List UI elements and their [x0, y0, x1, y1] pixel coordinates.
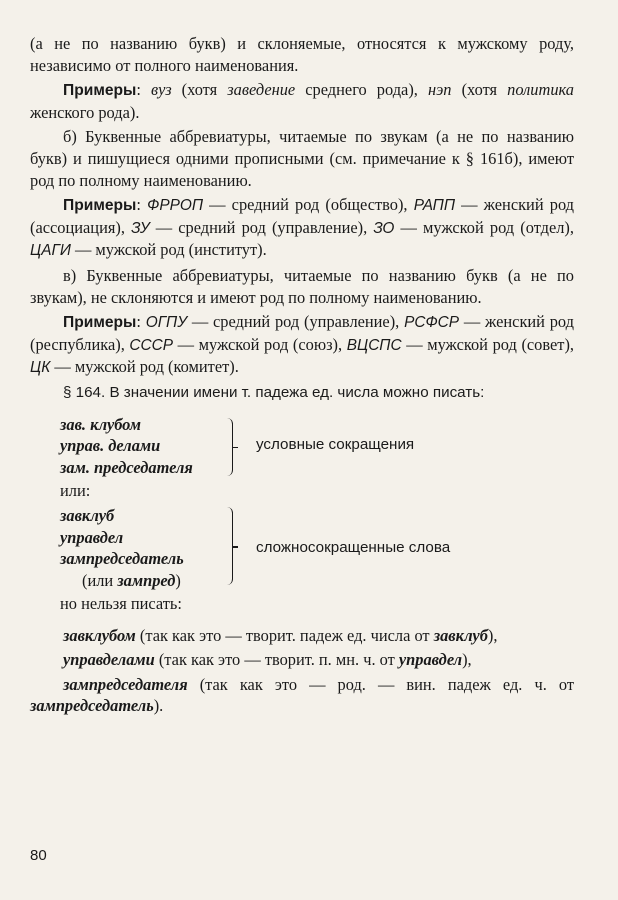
word: управделами — [63, 650, 155, 670]
incorrect-forms — [30, 625, 574, 717]
group-item: завклуб — [60, 506, 115, 526]
page-number: 80 — [30, 847, 47, 864]
abbr: ЦАГИ — [30, 242, 71, 260]
incorrect-form-1 — [30, 625, 574, 647]
example-word: нэп — [427, 80, 452, 100]
text: — мужской род (совет), — [401, 334, 575, 354]
group-item-extra — [60, 570, 574, 592]
text: — женский род (ассоциация), — [30, 195, 575, 237]
text: (хотя — [171, 80, 228, 100]
text: среднего рода), — [295, 80, 428, 100]
word: завклуб — [433, 625, 488, 645]
examples-label: Примеры — [63, 82, 137, 100]
incorrect-form-3 — [30, 674, 574, 717]
text: ). — [153, 696, 164, 716]
text: — женский род (республика), — [30, 312, 574, 354]
text: ), — [462, 650, 472, 670]
text: — мужской род (комитет). — [50, 357, 239, 377]
paragraph-continuation: (а не по названию букв) и склоняемые, относятся к мужскому роду, независимо от полного наименования. — [30, 34, 574, 75]
text: женского рода). — [30, 102, 140, 122]
brace — [222, 507, 233, 585]
or-word: или: — [60, 480, 91, 500]
abbr: СССР — [129, 336, 174, 354]
abbreviation-group-1 — [60, 414, 574, 480]
abbr: ЗУ — [131, 219, 150, 237]
text: — средний род (управление), — [149, 217, 374, 237]
group-item: зам. председателя — [60, 457, 193, 477]
example-word: политика — [507, 80, 574, 100]
text: (так как это — творит. п. мн. ч. от — [154, 650, 399, 670]
examples-1: Примеры: вуз (хотя заведение среднего рода), нэп (хотя политика женского рода). — [30, 80, 574, 122]
but-line: но нельзя писать: — [60, 594, 182, 614]
group-item: зав. клубом — [60, 414, 141, 434]
word: управдел — [398, 650, 463, 670]
text: (хотя — [451, 80, 508, 100]
incorrect-form-2 — [30, 649, 574, 671]
examples-label: Примеры — [63, 314, 137, 332]
section-164-heading: § 164. В значении имени т. падежа ед. числа можно писать: — [63, 383, 485, 401]
group-label: сложносокращенные слова — [256, 539, 451, 557]
abbr: ВЦСПС — [346, 336, 402, 354]
brace — [222, 418, 233, 476]
text: — средний род (управление), — [187, 312, 405, 332]
group-item: зампред — [117, 570, 176, 590]
example-word: вуз — [151, 80, 172, 100]
abbr: ОГПУ — [145, 314, 188, 332]
word: зампредседателя — [63, 674, 188, 694]
abbr: РАПП — [413, 197, 455, 215]
text: — средний род (общество), — [202, 195, 414, 215]
example-word: заведение — [227, 80, 296, 100]
text: — мужской род (отдел), — [394, 217, 574, 237]
text: ) — [175, 570, 181, 590]
paragraph-b: б) Буквенные аббревиатуры, читаемые по звукам (а не по названию букв) и пишущиеся одними прописными (см. примечание к § 161б), имеют род по полному наименованию. — [30, 127, 574, 190]
abbr: ЦК — [30, 359, 51, 377]
text: ), — [487, 625, 498, 645]
examples-3: Примеры: ОГПУ — средний род (управление), РСФСР — женский род (республика), СССР — мужской род (союз), ВЦСПС — мужской род (совет), ЦК — мужской род (комитет). — [30, 312, 575, 377]
abbreviation-group-2 — [60, 505, 574, 593]
text: (или — [82, 570, 118, 590]
word: зампредседатель — [30, 696, 154, 716]
text: (так как это — род. — вин. падеж ед. ч. от — [187, 674, 574, 694]
group-item: управдел — [60, 527, 124, 547]
text: — мужской род (институт). — [70, 240, 267, 260]
group-item: управ. делами — [60, 436, 161, 456]
group-item: зампредседатель — [60, 549, 184, 569]
text: (так как это — творит. падеж ед. числа от — [135, 625, 434, 645]
group-label: условные сокращения — [256, 435, 415, 453]
abbr: РСФСР — [404, 314, 460, 332]
paragraph-v: в) Буквенные аббревиатуры, читаемые по названию букв (а не по звукам), не склоняются и имеют род по полному наименованию. — [30, 265, 574, 307]
abbr: ЗО — [373, 219, 395, 237]
text: — мужской род (союз), — [173, 334, 347, 354]
abbr: ФРРОП — [147, 197, 203, 215]
examples-2: Примеры: ФРРОП — средний род (общество), РАПП — женский род (ассоциация), ЗУ — средний род (управление), ЗО — мужской род (отдел), ЦАГИ — мужской род (институт). — [30, 195, 575, 260]
examples-label: Примеры — [63, 197, 137, 215]
word: завклубом — [63, 625, 136, 645]
